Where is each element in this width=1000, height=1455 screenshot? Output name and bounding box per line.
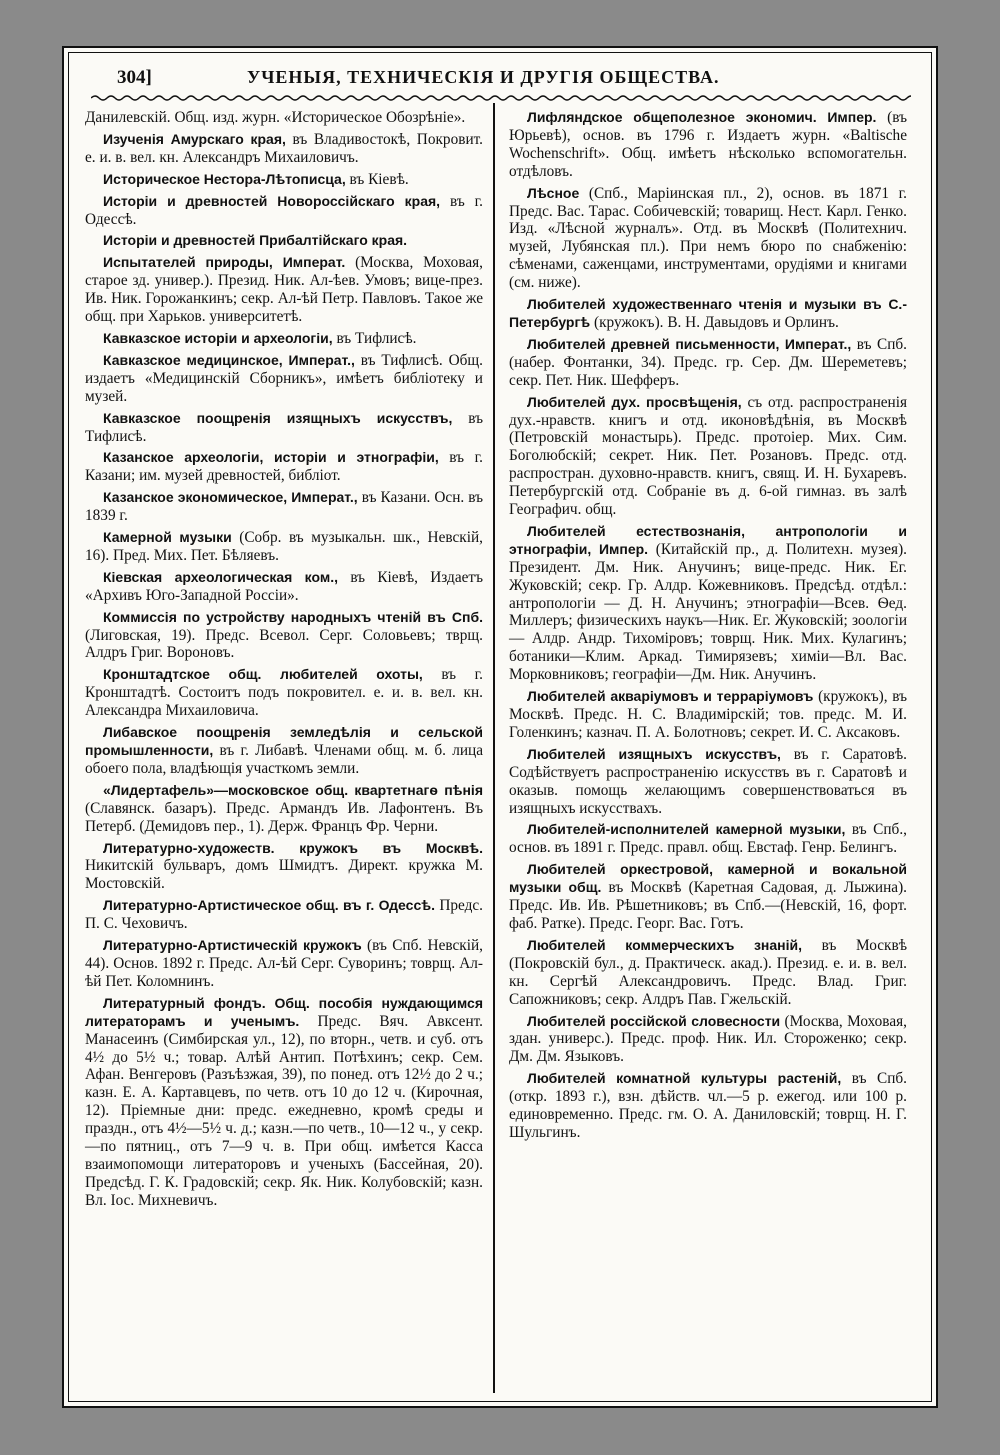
society-entry [85,254,483,326]
society-entry [85,937,483,991]
column-divider [493,103,495,1393]
society-entry [85,489,483,525]
page-header [69,63,931,93]
society-details: Предс. Вяч. Авксент. Манасеинъ (Симбирская ул., 12), по вторн., четв. и суб. отъ 4½ до 5½ ч.; товар. Алѣй Антип. Потѣхинъ; секр. Сем. Афан. Венгеровъ (Разъѣзжая, 39), по понед. отъ 12½ до 2 ч.; казн. Е. А. Картавцевъ, по четв. отъ 10 до 12 ч. (Кирочная, 12). Пріемные дни: предс. ежедневно, кромѣ среды и праздн., отъ 4½—5½ ч. д.; казн.—по четв., 10—12 ч., у секр.—по пятниц., отъ 7—9 ч. в. При общ. имѣется Касса взаимопомощи литераторовъ и ученыхъ (Бассейная, 20). Предсѣд. Г. К. Градовскій; секр. Як. Ник. Колубовскій; казн. Вл. Іос. Михневичъ. [85,1012,483,1209]
society-entry [509,296,907,332]
society-name: Кіевская археологическая ком., [103,568,339,585]
society-name: Литературно-Артистическій кружокъ [103,937,362,954]
society-name: Любителей россійской словесности [527,1012,781,1029]
society-name: Литературно-художеств. кружокъ въ Москвѣ. [103,839,483,856]
society-name: Либавское поощренія земледѣлія и сельской промышленности, [85,724,483,758]
society-entry [509,746,907,818]
society-details: въ Тифлисѣ. [336,329,417,347]
society-entry [85,569,483,605]
society-entry [85,232,483,250]
society-name: Любителей изящныхъ искусствъ, [527,745,781,762]
society-name: Литературно-Артистическое общ. въ г. Одессѣ. [103,897,435,914]
society-entry [509,185,907,292]
society-entry [85,609,483,663]
society-name: Любителей древней письменности, Императ., [527,335,852,352]
society-entry [85,330,483,348]
society-entry [85,782,483,836]
society-name: Лѣсное [527,184,580,201]
society-details: въ г. Кронштадтѣ. Состоитъ подъ покровител. е. и. в. вел. кн. Александра Михаиловича. [85,666,483,720]
society-name: Изученія Амурскаго края, [103,130,286,147]
society-entry [509,1013,907,1067]
society-name: Казанское археологіи, исторіи и этнографіи, [103,449,439,466]
society-name: Кавказское медицинское, Императ., [103,351,355,368]
society-name: Кронштадтское общ. любителей охоты, [103,666,423,683]
society-name: Литературный фондъ. Общ. пособія нуждающимся литераторамъ и ученымъ. [85,994,483,1029]
society-details: (Собр. въ музыкальн. шк., Невскій, 16). Пред. Мих. Пет. Бѣляевъ. [85,529,483,564]
society-details: въ г. Казани; им. музей древностей, библіот. [85,449,483,485]
society-entry [85,171,483,189]
society-name: Любителей-исполнителей камерной музыки, [527,821,846,838]
society-details: съ отд. распространенія дух.-нравств. книгъ и отд. иконовѣдѣнія, въ Москвѣ (Петровскій монастырь). Предс. протоіер. Мих. Сим. Боголюбскій; секрет. Ник. Пет. Розановъ. Предс. отд. распростран. духовно-нравств. книгъ, свящ. И. Н. Бухаревъ. Петербургскій отд. Собраніе въ д. 6-ой гимназ. въ залѣ Географич. общ. [509,393,908,519]
society-details: въ г. Одессѣ. [85,192,484,228]
wavy-rule [91,93,911,103]
society-details: (Спб., Маріинская пл., 2), основ. въ 1871 г. Предс. Вас. Тарас. Собичевскій; товарищ. Нест. Карл. Генко. Изд. «Лѣсной журналъ». Отд. въ Москвѣ (Политехнич. музей, Лубянская пл.). При немъ бюро по снабженію: сѣменами, саженцами, инструментами, орудіями и книгами (см. ниже). [509,184,907,292]
society-details: Предс. П. С. Чеховичъ. [85,897,484,933]
page-title: УЧЕНЫЯ, ТЕХНИЧЕСКІЯ И ДРУГІЯ ОБЩЕСТВА. [247,67,720,87]
society-details: Никитскій бульваръ, домъ Шмидтъ. Директ. кружка М. Мостовскій. [85,857,483,893]
society-entry [85,995,483,1210]
society-details: въ Москвѣ (Каретная Садовая, д. Лыжина). Предс. Ив. Ив. Рѣшетниковъ; въ Спб.—(Невскій, 16, форт. фаб. Ратке). Предс. Георг. Вас. Готъ. [509,879,907,932]
society-entry [85,131,483,167]
society-details: (кружокъ), въ Москвѣ. Предс. Н. С. Владимірскій; тов. предс. М. И. Голенкинъ; казнач. П. А. Болотновъ; секрет. И. С. Аксаковъ. [509,688,907,741]
society-details: (Москва, Моховая, здан. универс.). Предс. проф. Ник. Ил. Стороженко; секр. Дм. Дм. Языковъ. [509,1012,907,1066]
society-entry [85,410,483,446]
society-details: въ г. Саратовѣ. Содѣйствуетъ распространенію искусствъ въ г. Саратовѣ и оказыв. помощь желающимъ совершенствоваться въ изящныхъ искусствахъ. [509,745,907,817]
society-details: (Лиговская, 19). Предс. Всевол. Серг. Соловьевъ; тврщ. Алдръ Григ. Вороновъ. [85,626,483,662]
society-name: Кавказское исторіи и археологіи, [103,329,333,346]
society-details: въ Спб. (набер. Фонтанки, 34). Предс. гр. Сер. Дм. Шереметевъ; секр. Пет. Ник. Шефферъ. [509,335,907,389]
left-column [85,109,483,1214]
society-details: въ Москвѣ (Покровскій бул., д. Практическ. акад.). Презид. е. и. в. вел. кн. Сергѣй Александровичъ. Предс. Влад. Григ. Сапожниковъ; секр. Алдръ Пав. Гжельскій. [509,936,908,1008]
society-entry [509,109,907,181]
society-entry [85,840,483,894]
society-details: въ Кіевѣ, Издаетъ «Архивъ Юго-Западной Россіи». [85,568,484,604]
society-details: въ Казани. Осн. въ 1839 г. [85,489,483,525]
society-name: Коммиссія по устройству народныхъ чтеній въ Спб. [103,608,483,625]
society-name: Историческое Нестора-Лѣтописца, [103,170,346,187]
society-entry [85,897,483,933]
society-details: (въ Юрьевѣ), основ. въ 1796 г. Издаетъ журн. «Baltische Wochenschrift». Общ. имѣетъ нѣсколько вспомогательн. отдѣловъ. [509,109,907,180]
society-name: Лифляндское общеполезное экономич. Импер. [527,109,877,125]
society-details: (Славянск. базаръ). Предс. Армандъ Ив. Лафонтенъ. Въ Петерб. (Демидовъ пер., 1). Держ. Францъ Фр. Черни. [85,799,483,835]
society-name: Исторіи и древностей Новороссійскаго края, [103,192,441,209]
page [62,46,938,1408]
society-entry [509,336,907,390]
society-details: въ Тифлисѣ. [85,409,483,445]
society-entry [85,724,483,778]
society-entry [509,861,907,933]
society-name: Любителей естествознанія, антропологіи и этнографіи, Импер. [509,522,907,557]
right-column [509,109,907,1146]
society-details: (Китайскій пр., д. Политехн. музея). Президент. Дм. Ник. Анучинъ; вице-предс. Ник. Ег. Жуковскій; секр. Гр. Алдр. Кожевниковъ. Предсѣд. отдѣл.: антропологіи — Д. Н. Анучинъ; этнографіи—Всев. Ѳед. Миллеръ; физическихъ наукъ—Ник. Ег. Жуковскій; зоологіи — Алдр. Андр. Тихоміровъ; товрщ. Ник. Мих. Кулагинъ; ботаники—Клим. Аркад. Тимирязевъ; химіи—Вл. Вас. Морковниковъ; географіи—Дм. Ник. Анучинъ. [509,540,907,684]
society-name: Любителей коммерческихъ знаній, [527,936,803,953]
society-details: въ Кіевѣ. [349,170,409,188]
society-details: въ Спб., основ. въ 1891 г. Предс. правл. общ. Евстаф. Генр. Белингъ. [509,821,907,857]
society-name: Любителей акваріумовъ и терраріумовъ [527,688,814,705]
society-entry [509,688,907,742]
page-frame [68,52,932,1402]
society-details: (кружокъ). В. Н. Давыдовъ и Орлинъ. [593,313,839,331]
society-entry [509,394,907,519]
society-name: Казанское экономическое, Императ., [103,489,358,506]
society-entry [509,937,907,1009]
society-entry [509,821,907,857]
society-details: въ г. Либавѣ. Членами общ. м. б. лица обоего пола, владѣющія участкомъ земли. [85,742,483,777]
society-name: Любителей дух. просвѣщенія, [527,393,742,410]
society-details: (Москва, Моховая, старое зд. универ.). Презид. Ник. Ал-ѣев. Умовъ; вице-през. Ив. Ник. Горожанкинъ; секр. Ал-ѣй Петр. Павловъ. Такое же общ. при Харьков. университетѣ. [85,254,483,326]
page-number: 304] [117,67,152,88]
society-entry [509,523,907,684]
society-entry [85,193,483,229]
society-name: Любителей комнатной культуры растеній, [527,1070,842,1087]
society-entry [85,109,483,127]
society-details: въ Владивостокѣ, Покровит. е. и. в. вел. кн. Александръ Михаиловичъ. [85,130,483,166]
society-entry [85,352,483,406]
society-details: (въ Спб. Невскій, 44). Основ. 1892 г. Предс. Ал-ѣй Серг. Суворинъ; товрщ. Ал-ѣй Пет. Коломнинъ. [85,937,483,990]
society-details: въ Тифлисѣ. Общ. издаетъ «Медицинскій Сборникъ», имѣетъ библіотеку и музей. [85,351,483,405]
society-entry [509,1070,907,1142]
society-name: Любителей художественнаго чтенія и музыки въ С.-Петербургѣ [509,296,907,330]
society-name: «Лидертафель»—московское общ. квартетнагѳ пѣнія [103,781,483,798]
society-details: въ Спб. (откр. 1893 г.), взн. дѣйств. чл.—5 р. ежегод. или 100 р. единовременно. Предс. гм. О. А. Даниловскій; товрщ. Н. Г. Шульгинъ. [509,1070,907,1141]
society-entry [85,449,483,485]
society-name: Исторіи и древностей Прибалтійскаго края. [103,232,408,249]
society-name: Кавказское поощренія изящныхъ искусствъ, [103,409,453,426]
society-name: Испытателей природы, Императ. [103,254,346,271]
society-entry [85,529,483,565]
society-details: Данилевскій. Общ. изд. журн. «Историческое Обозрѣніе». [85,109,466,126]
society-name: Камерной музыки [103,529,232,546]
society-entry [85,666,483,720]
society-name: Любителей оркестровой, камерной и вокальной музыки общ. [509,861,907,896]
